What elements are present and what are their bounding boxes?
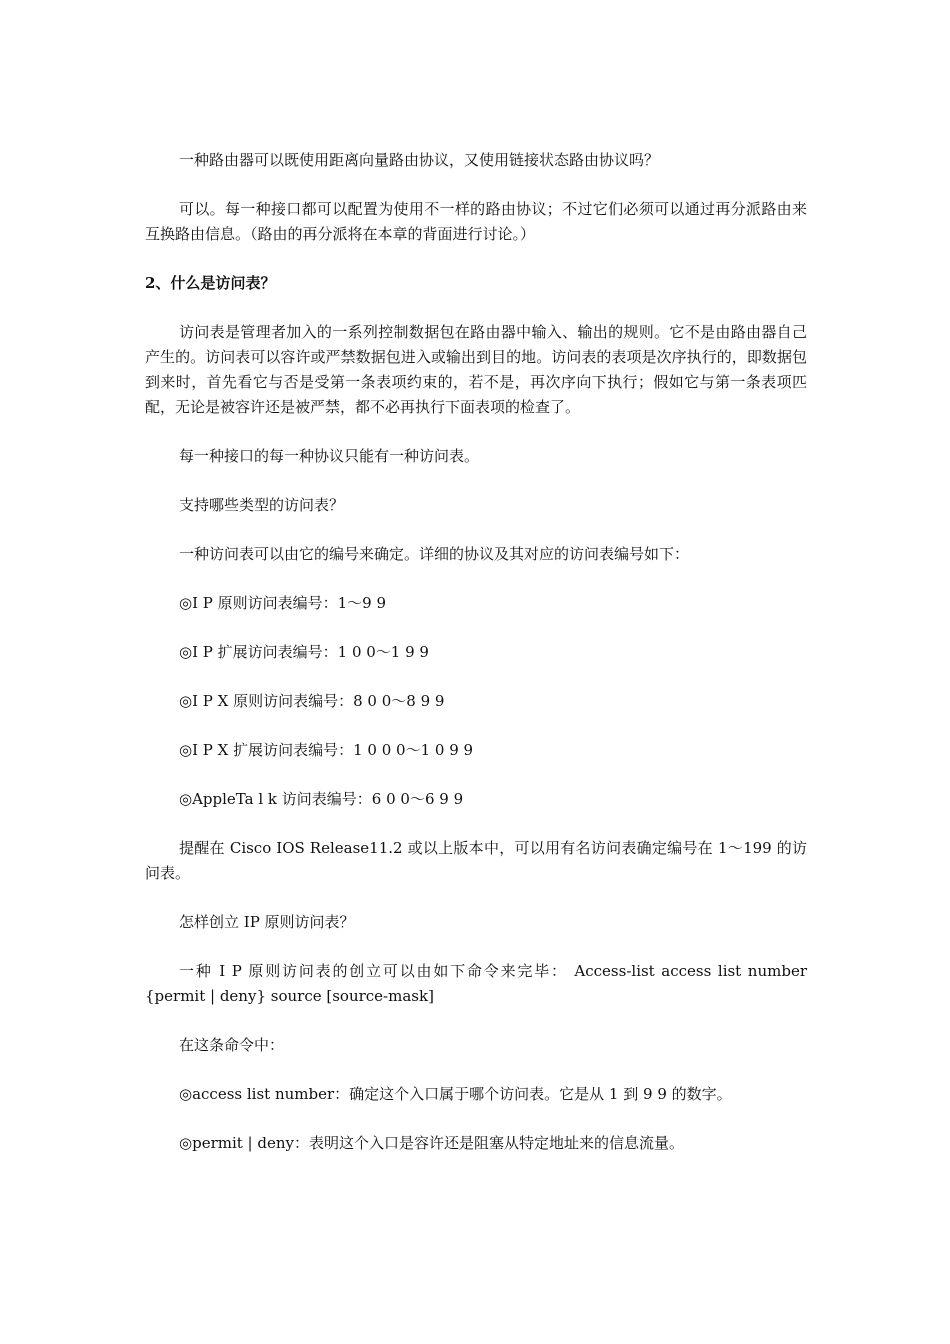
list-item-ip-extended: ◎I P 扩展访问表编号：1 0 0～1 9 9 — [179, 643, 429, 661]
question-create: 怎样创立 IP 原则访问表？ — [179, 913, 355, 931]
document-page — [145, 148, 807, 1156]
list-item-ipx-extended: ◎I P X 扩展访问表编号：1 0 0 0～1 0 9 9 — [179, 741, 474, 759]
question-protocols: 一种路由器可以既使用距离向量路由协议，又使用链接状态路由协议吗？ — [179, 151, 660, 169]
section-heading-2: 2、什么是访问表？ — [145, 274, 276, 292]
param-permit-deny: ◎permit | deny：表明这个入口是容许还是阻塞从特定地址来的信息流量。 — [179, 1134, 684, 1152]
command-intro: 在这条命令中： — [179, 1036, 285, 1054]
answer-protocols: 可以。每一种接口都可以配置为使用不一样的路由协议；不过它们必须可以通过再分派路由来互换路由信息。（路由的再分派将在本章的背面进行讨论。） — [145, 200, 807, 243]
list-item-ip-standard: ◎I P 原则访问表编号：1～9 9 — [179, 594, 387, 612]
list-item-ipx-standard: ◎I P X 原则访问表编号：8 0 0～8 9 9 — [179, 692, 445, 710]
types-intro: 一种访问表可以由它的编号来确定。详细的协议及其对应的访问表编号如下： — [179, 545, 690, 563]
reminder-named-acl: 提醒在 Cisco IOS Release11.2 或以上版本中，可以用有名访问表确定编号在 1～199 的访问表。 — [145, 839, 807, 882]
param-access-list-number: ◎access list number：确定这个入口属于哪个访问表。它是从 1 到 9 9 的数字。 — [179, 1085, 732, 1103]
question-types: 支持哪些类型的访问表？ — [179, 496, 345, 514]
create-command: 一种 I P 原则访问表的创立可以由如下命令来完毕： Access-list access list number {permit | deny} source [source-mask] — [145, 962, 807, 1005]
acl-definition: 访问表是管理者加入的一系列控制数据包在路由器中输入、输出的规则。它不是由路由器自己产生的。访问表可以容许或严禁数据包进入或输出到目的地。访问表的表项是次序执行的，即数据包到来时，首先看它与否是受第一条表项约束的，若不是，再次序向下执行；假如它与第一条表项匹配，无论是被容许还是被严禁，都不必再执行下面表项的检查了。 — [145, 323, 807, 416]
acl-per-interface: 每一种接口的每一种协议只能有一种访问表。 — [179, 447, 480, 465]
list-item-appletalk: ◎AppleTa l k 访问表编号：6 0 0～6 9 9 — [179, 790, 464, 808]
